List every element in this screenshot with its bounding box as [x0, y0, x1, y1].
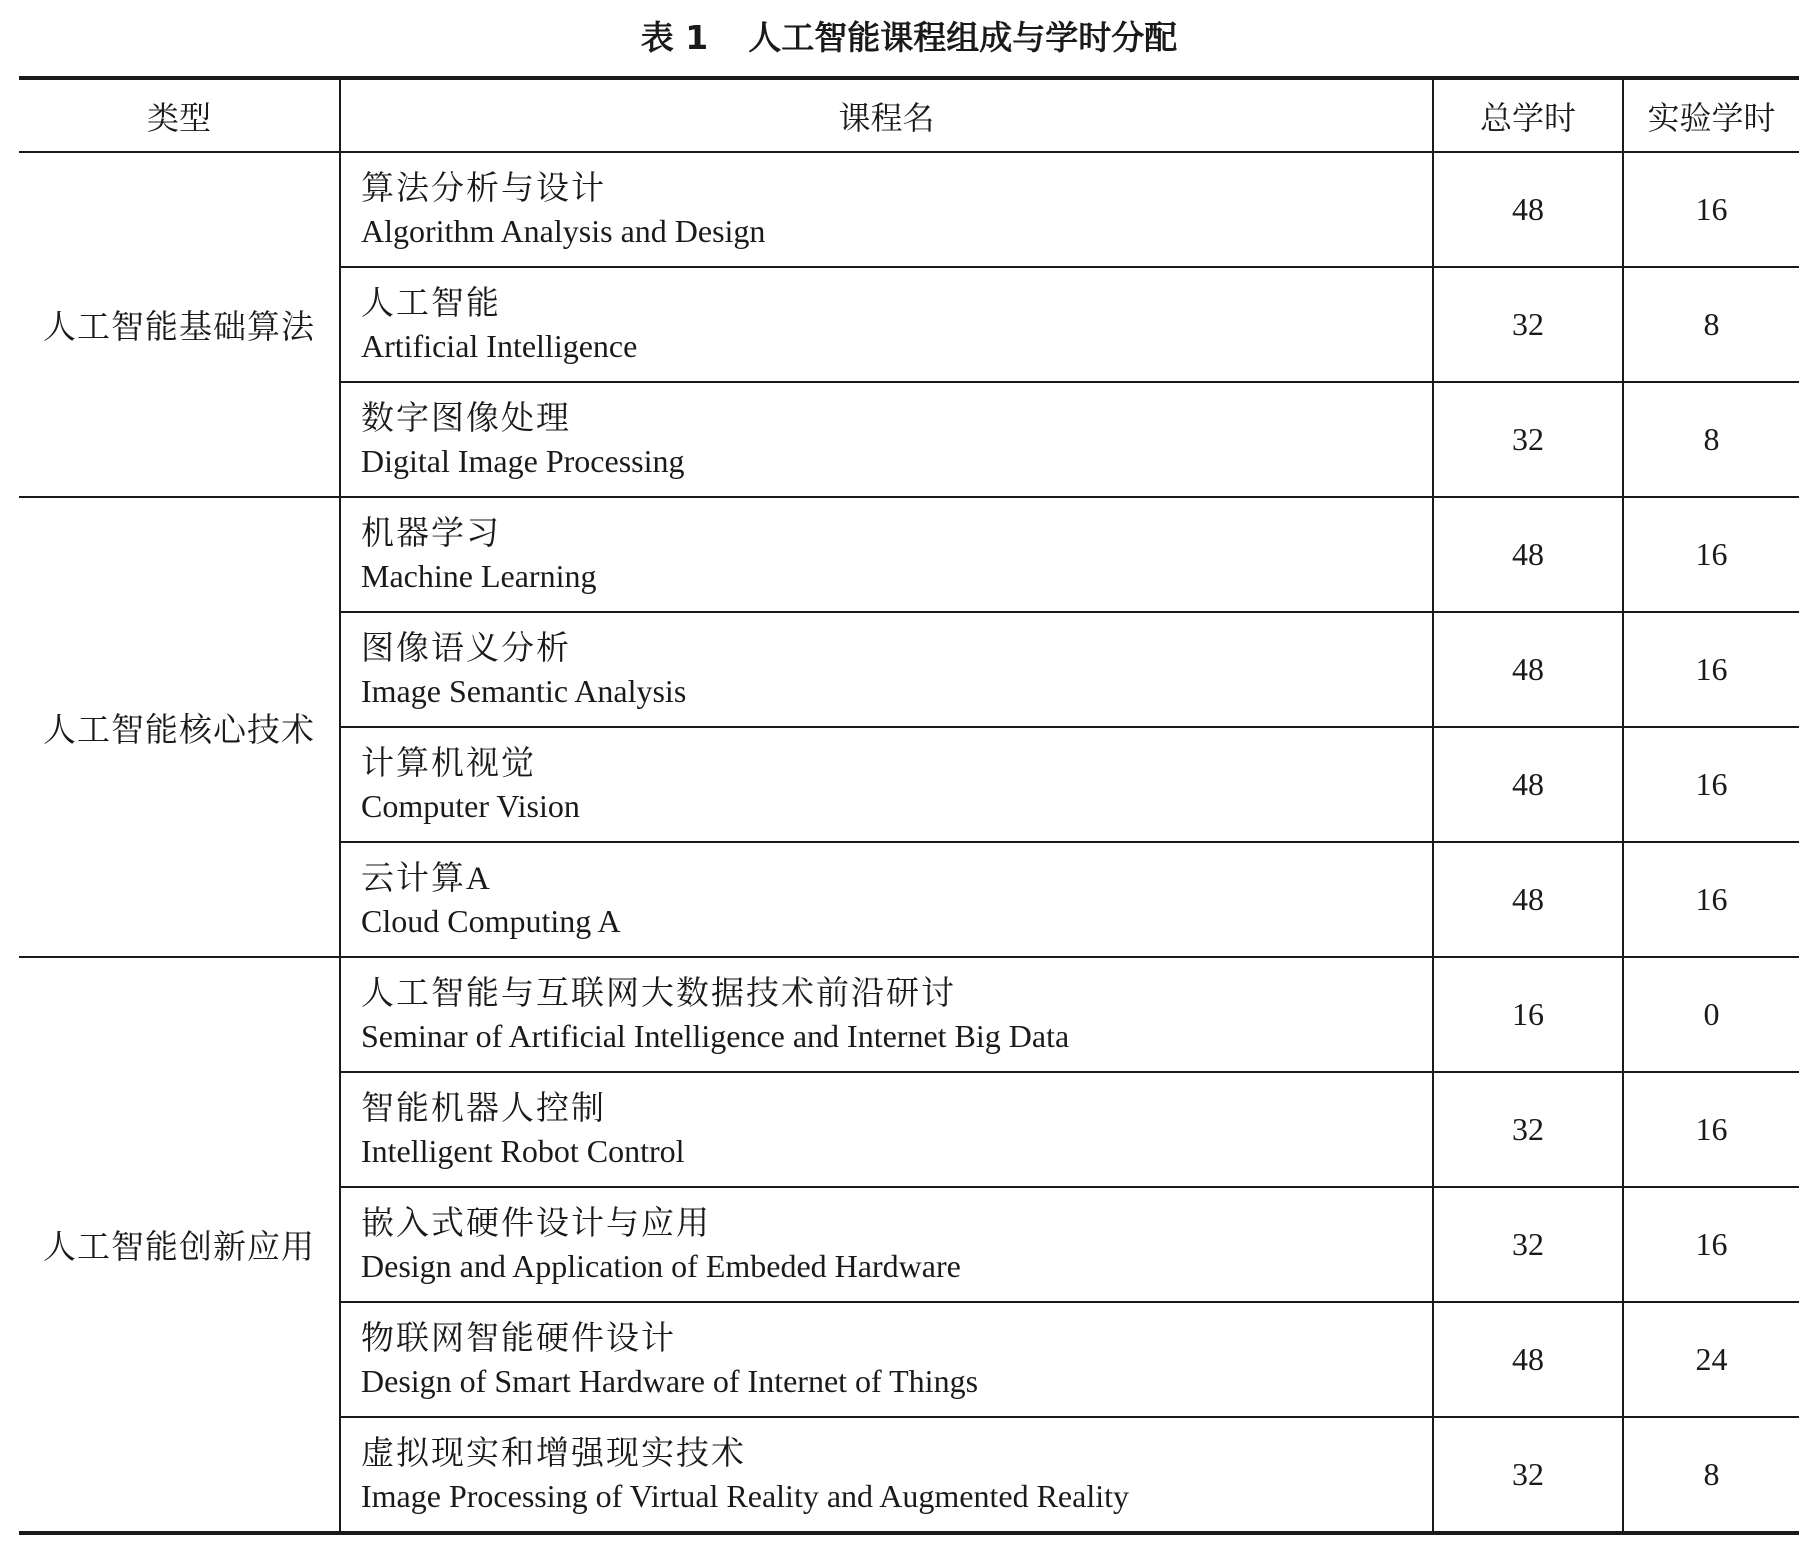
header-type: 类型	[19, 78, 340, 152]
table-number: 表 1	[640, 18, 709, 57]
table-body	[19, 152, 1799, 1533]
lab-hours-cell: 16	[1623, 612, 1799, 727]
course-cell	[340, 152, 1433, 267]
course-name-zh: 人工智能与互联网大数据技术前沿研讨	[361, 975, 956, 1012]
header-course: 课程名	[340, 78, 1433, 152]
course-name-zh: 人工智能	[361, 285, 501, 322]
course-name-zh: 智能机器人控制	[361, 1090, 606, 1127]
lab-hours-cell: 16	[1623, 727, 1799, 842]
total-hours-cell: 32	[1433, 1417, 1623, 1533]
course-name-zh: 数字图像处理	[361, 400, 571, 437]
course-name-en: Artificial Intelligence	[361, 327, 638, 364]
table-row	[19, 497, 1799, 612]
category-cell: 人工智能基础算法	[19, 152, 340, 497]
total-hours-cell: 16	[1433, 957, 1623, 1072]
lab-hours-cell: 8	[1623, 382, 1799, 497]
total-hours-cell: 48	[1433, 1302, 1623, 1417]
lab-hours-cell: 16	[1623, 842, 1799, 957]
course-name-en: Digital Image Processing	[361, 442, 685, 479]
course-cell	[340, 267, 1433, 382]
course-name-en: Cloud Computing A	[361, 902, 621, 939]
course-name-zh: 虚拟现实和增强现实技术	[361, 1435, 746, 1472]
course-name-en: Machine Learning	[361, 557, 597, 594]
course-name-zh: 云计算A	[361, 860, 492, 897]
course-cell	[340, 957, 1433, 1072]
total-hours-cell: 48	[1433, 612, 1623, 727]
course-cell	[340, 612, 1433, 727]
course-cell	[340, 382, 1433, 497]
total-hours-cell: 48	[1433, 842, 1623, 957]
total-hours-cell: 48	[1433, 497, 1623, 612]
total-hours-cell: 32	[1433, 1072, 1623, 1187]
table-caption	[0, 14, 1818, 62]
lab-hours-cell: 24	[1623, 1302, 1799, 1417]
header-lab-hours: 实验学时	[1623, 78, 1799, 152]
course-name-en: Algorithm Analysis and Design	[361, 212, 766, 249]
lab-hours-cell: 0	[1623, 957, 1799, 1072]
course-name-en: Computer Vision	[361, 787, 580, 824]
total-hours-cell: 32	[1433, 267, 1623, 382]
course-name-en: Image Processing of Virtual Reality and Augmented Reality	[361, 1477, 1129, 1514]
course-name-zh: 图像语义分析	[361, 630, 571, 667]
course-cell	[340, 497, 1433, 612]
table-title: 人工智能课程组成与学时分配	[748, 18, 1178, 57]
course-cell	[340, 1417, 1433, 1533]
lab-hours-cell: 16	[1623, 1187, 1799, 1302]
course-name-zh: 机器学习	[361, 515, 501, 552]
course-cell	[340, 1302, 1433, 1417]
course-table	[19, 76, 1799, 1535]
course-cell	[340, 1072, 1433, 1187]
lab-hours-cell: 16	[1623, 497, 1799, 612]
header-total-hours: 总学时	[1433, 78, 1623, 152]
lab-hours-cell: 8	[1623, 267, 1799, 382]
lab-hours-cell: 16	[1623, 152, 1799, 267]
table-row	[19, 152, 1799, 267]
course-name-zh: 物联网智能硬件设计	[361, 1320, 676, 1357]
total-hours-cell: 32	[1433, 382, 1623, 497]
header-row	[19, 78, 1799, 152]
course-name-en: Intelligent Robot Control	[361, 1132, 685, 1169]
course-cell	[340, 1187, 1433, 1302]
total-hours-cell: 32	[1433, 1187, 1623, 1302]
course-cell	[340, 727, 1433, 842]
category-cell: 人工智能创新应用	[43, 1230, 315, 1266]
course-name-en: Design of Smart Hardware of Internet of Things	[361, 1362, 979, 1399]
total-hours-cell: 48	[1433, 727, 1623, 842]
course-name-en: Design and Application of Embeded Hardware	[361, 1247, 961, 1284]
category-cell: 人工智能核心技术	[19, 497, 340, 957]
total-hours-cell: 48	[1433, 152, 1623, 267]
course-cell	[340, 842, 1433, 957]
course-name-zh: 算法分析与设计	[361, 170, 606, 207]
course-name-en: Image Semantic Analysis	[361, 672, 687, 709]
course-name-zh: 计算机视觉	[361, 745, 536, 782]
course-name-en: Seminar of Artificial Intelligence and Internet Big Data	[361, 1017, 1070, 1054]
table-row	[19, 957, 1799, 1072]
lab-hours-cell: 16	[1623, 1072, 1799, 1187]
course-name-zh: 嵌入式硬件设计与应用	[361, 1205, 711, 1242]
lab-hours-cell: 8	[1623, 1417, 1799, 1533]
